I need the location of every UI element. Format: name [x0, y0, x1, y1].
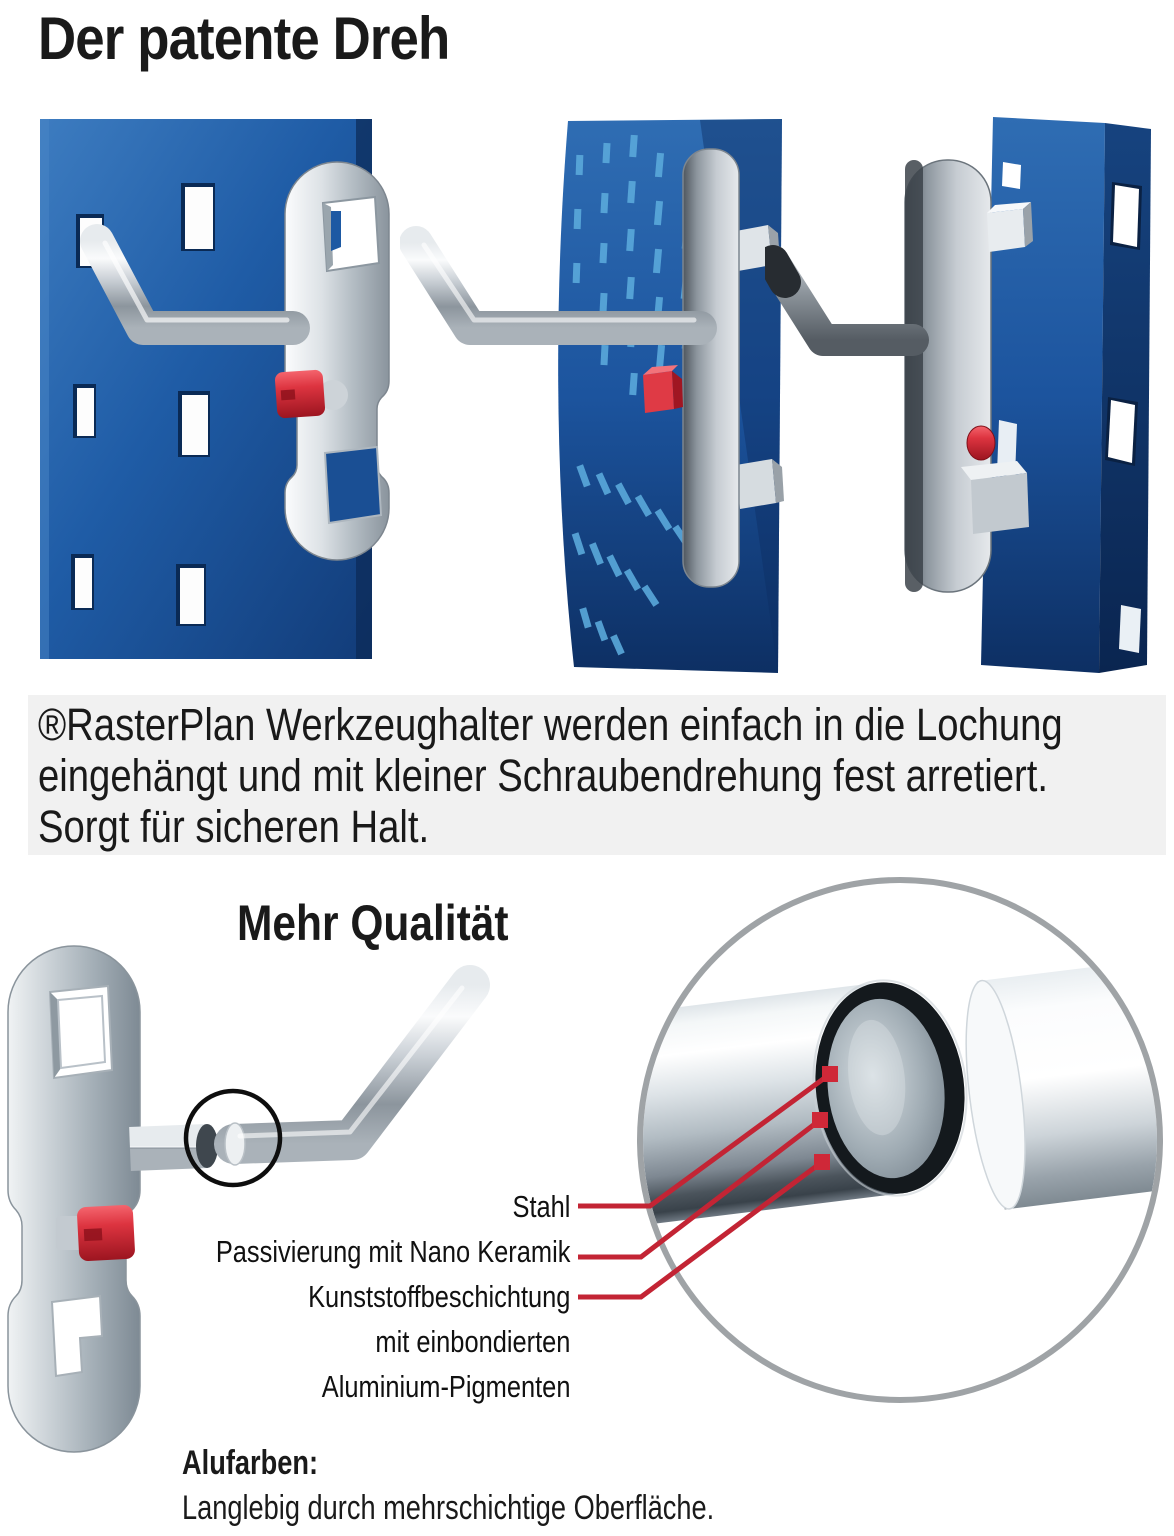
intro-line: Sorgt für sicheren Halt. — [38, 801, 430, 852]
quality-heading: Mehr Qualität — [237, 895, 509, 951]
page-title: Der patente Dreh — [38, 5, 450, 72]
label-passivierung: Passivierung mit Nano Keramik — [215, 1234, 570, 1269]
hook-dark-tip — [773, 261, 785, 282]
plate-edge-shadow — [905, 160, 923, 592]
intro-box — [28, 695, 1166, 855]
locking-knob — [274, 369, 325, 418]
tool-holder-plate-edge — [683, 149, 739, 587]
panel-edge-highlight — [40, 119, 49, 659]
locking-knob-tip — [967, 426, 995, 460]
label-kunststoff-line1: Kunststoffbeschichtung — [307, 1279, 570, 1314]
intro-line: ®RasterPlan Werkzeughalter werden einfach in die Lochung — [38, 699, 1063, 750]
layer-labels — [215, 1184, 570, 1409]
label-stahl: Stahl — [512, 1189, 570, 1224]
intro-paragraph — [38, 699, 1063, 852]
label-kunststoff-line3: Aluminium-Pigmenten — [321, 1369, 570, 1404]
magnified-content — [635, 954, 1174, 1231]
hook-rod-right — [234, 985, 470, 1144]
figure-step3-back-view — [765, 113, 1160, 678]
figure-step1-pegboard-front — [35, 113, 405, 663]
plate-top-cutout — [323, 197, 379, 271]
label-kunststoff-line2: mit einbondierten — [374, 1324, 570, 1359]
intro-line: eingehängt und mit kleiner Schraubendrehung fest arretiert. — [38, 750, 1049, 801]
plate-bottom-cutout — [325, 447, 381, 523]
pegboard-panel-front — [981, 117, 1105, 673]
figure-tube-magnifier — [635, 870, 1174, 1410]
hook-rod-left — [130, 1146, 207, 1149]
plate-top-cutout — [50, 986, 112, 1078]
footer-text: Langlebig durch mehrschichtige Oberfläche. — [182, 1489, 715, 1527]
rod-cross-section-light — [225, 1123, 245, 1165]
figure-step2-pegboard-side — [400, 113, 790, 673]
footer-heading: Alufarben: — [182, 1444, 318, 1482]
hook-tab-top — [987, 202, 1033, 252]
locking-knob — [77, 1205, 136, 1262]
